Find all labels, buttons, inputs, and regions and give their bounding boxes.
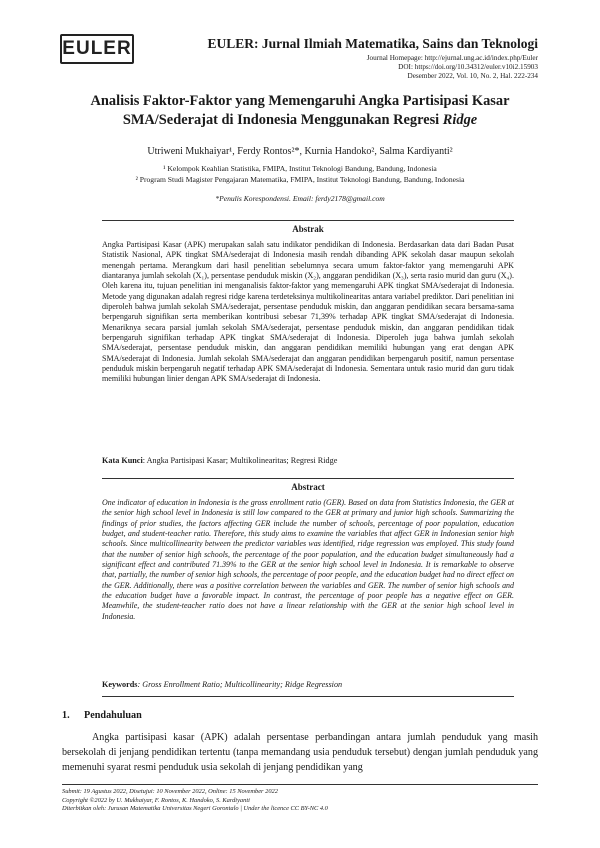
- keywords-text: : Gross Enrollment Ratio; Multicollinearity; Ridge Regression: [137, 680, 343, 689]
- journal-title: EULER: Jurnal Ilmiah Matematika, Sains dan Teknologi: [207, 36, 538, 51]
- intro-text: Angka partisipasi kasar (APK) adalah persentase perbandingan antara jumlah penduduk yang masih bersekolah di jenjang pendidikan tertentu (tanpa memandang usia penduduk tersebut) dengan jumlah penduduk yang memenuhi syarat resmi penduduk usia sekolah di jenjang pendidikan yang: [62, 732, 538, 773]
- keywords-label: Kata Kunci: [102, 456, 143, 465]
- title-line-2-text: SMA/Sederajat di Indonesia Menggunakan Regresi: [122, 112, 443, 128]
- title-line-1: Analisis Faktor-Faktor yang Memengaruhi Angka Partisipasi Kasar: [90, 93, 510, 109]
- section-number: 1.: [62, 710, 70, 721]
- section-heading: [62, 710, 142, 721]
- abstrak-keywords: [102, 456, 514, 465]
- abstrak-heading: Abstrak: [292, 224, 324, 234]
- intro-paragraph: [62, 730, 538, 775]
- abstract-keywords: [102, 680, 514, 689]
- journal-issue: Desember 2022, Vol. 10, No. 2, Hal. 222-234: [407, 72, 538, 80]
- journal-logo: [60, 34, 134, 64]
- page-footer: [62, 784, 538, 814]
- paper-title: [50, 92, 550, 130]
- keywords-text: : Angka Partisipasi Kasar; Multikolinearitas; Regresi Ridge: [142, 456, 338, 465]
- footer-copyright: Copyright ©2022 by U. Mukhaiyar, F. Rontos, K. Handoko, S. Kardiyanti: [62, 796, 250, 804]
- affiliation-1: ¹ Kelompok Keahlian Statistika, FMIPA, Institut Teknologi Bandung, Bandung, Indonesia: [163, 164, 437, 173]
- author-list: Utriweni Mukhaiyar¹, Ferdy Rontos²*, Kurnia Handoko², Salma Kardiyanti²: [147, 146, 453, 157]
- title-line-2: [50, 111, 550, 130]
- corresponding-author: *Penulis Korespondensi. Email: ferdy2178@gmail.com: [215, 194, 385, 203]
- logo-text: EULER: [62, 38, 132, 59]
- journal-doi[interactable]: DOI: https://doi.org/10.34312/euler.v10i2.15903: [398, 63, 538, 71]
- divider: [102, 696, 514, 697]
- footer-publisher: Diterbitkan oleh: Jurusan Matematika Universitas Negeri Gorontalo | Under the licence CC BY-NC 4.0: [62, 805, 328, 812]
- journal-header: [208, 36, 538, 81]
- keywords-label: Keywords: [102, 680, 138, 689]
- journal-homepage[interactable]: Journal Homepage: http://ejurnal.ung.ac.id/index.php/Euler: [366, 54, 538, 62]
- section-title: Pendahuluan: [84, 710, 142, 721]
- title-italic-word: Ridge: [442, 112, 478, 128]
- affiliations: [50, 164, 550, 185]
- abstrak-body: Angka Partisipasi Kasar (APK) merupakan salah satu indikator pendidikan di Indonesia. Berdasarkan data dari Badan Pusat Statistik Nasional, APK tingkat SMA/sederajat di Indonesia masih rendah dibanding APK sekolah dasar maupun sekolah menengah pertama. Merangkum dari hasil penelitian sebelumnya secara umum faktor-faktor yang memengaruhi APK diantaranya jumlah sekolah (X₁), persentase penduduk miskin (X₂), anggaran pendidikan (X₃), serta rasio murid dan guru (X₄). Oleh karena itu, tujuan penelitian ini menganalisis faktor-faktor yang memengaruhi APK tingkat SMA/sederajat di Indonesia. Metode yang digunakan adalah regresi ridge karena terdeteksinya multikolinearitas antara variabel prediktor. Dari penelitian ini diperoleh bahwa jumlah sekolah SMA/sederajat, persentase penduduk miskin, dan anggaran pendidikan secara bersama-sama berpengaruh signifikan serta memberikan kontribusi sebesar 71,39% terhadap APK tingkat SMA/sederajat di Indonesia. Menariknya secara parsial jumlah sekolah SMA/sederajat, persentase penduduk miskin, dan anggaran pendidikan tidak berpengaruh signifikan terhadap APK tingkat SMA/sederajat di Indonesia. Diperoleh juga bahwa jumlah sekolah SMA/sederajat, persentase penduduk miskin, dan anggaran pendidikan memiliki hubungan yang erat dengan APK SMA/sederajat di Indonesia. Jumlah sekolah SMA/sederajat dan anggaran pendidikan berpengaruh positif, namun persentase penduduk miskin berpengaruh negatif terhadap APK SMA/sederajat di Indonesia. Sementara untuk rasio murid dan guru tidak memiliki hubungan linier dengan APK SMA/sederajat di Indonesia.: [102, 240, 514, 384]
- abstract-heading: Abstract: [291, 482, 325, 492]
- abstract-body: One indicator of education in Indonesia is the gross enrollment ratio (GER). Based on data from Statistics Indonesia, the GER at the senior high school level in Indonesia is still low compared to the GER at primary and junior high schools. Summarizing the findings of prior studies, the factors affecting GER include the number of schools, percentage of poor population, education budget, and student-teacher ratio. Therefore, this study aims to examine the variables that affect GER in Indonesian senior high schools. Since multicollinearity between the predictor variables was identified, ridge regression was employed. This study found that the number of senior high schools, the percentage of the poor population, and the education budget simultaneously had a significant effect and contributed 71.39% to the GER at the senior high school level in Indonesia. It is remarkable to observe that, partially, the number of senior high schools, the percentage of poor people, and the education budget had no direct effect on the GER. Additionally, there was a positive correlation between the variables and GER. The number of senior high schools and the education budget have a favorable impact. In contrast, the percentage of poor people has a negative effect on GER. Meanwhile, the student-teacher ratio does not have a linear relationship with the GER at the senior high school level in Indonesia.: [102, 498, 514, 621]
- divider: [102, 478, 514, 479]
- affiliation-2: ² Program Studi Magister Pengajaran Matematika, FMIPA, Institut Teknologi Bandung, Bandung, Indonesia: [135, 174, 465, 184]
- footer-dates: Submit: 19 Agustus 2022, Disetujui: 10 November 2022, Online: 15 November 2022: [62, 788, 278, 795]
- divider: [102, 220, 514, 221]
